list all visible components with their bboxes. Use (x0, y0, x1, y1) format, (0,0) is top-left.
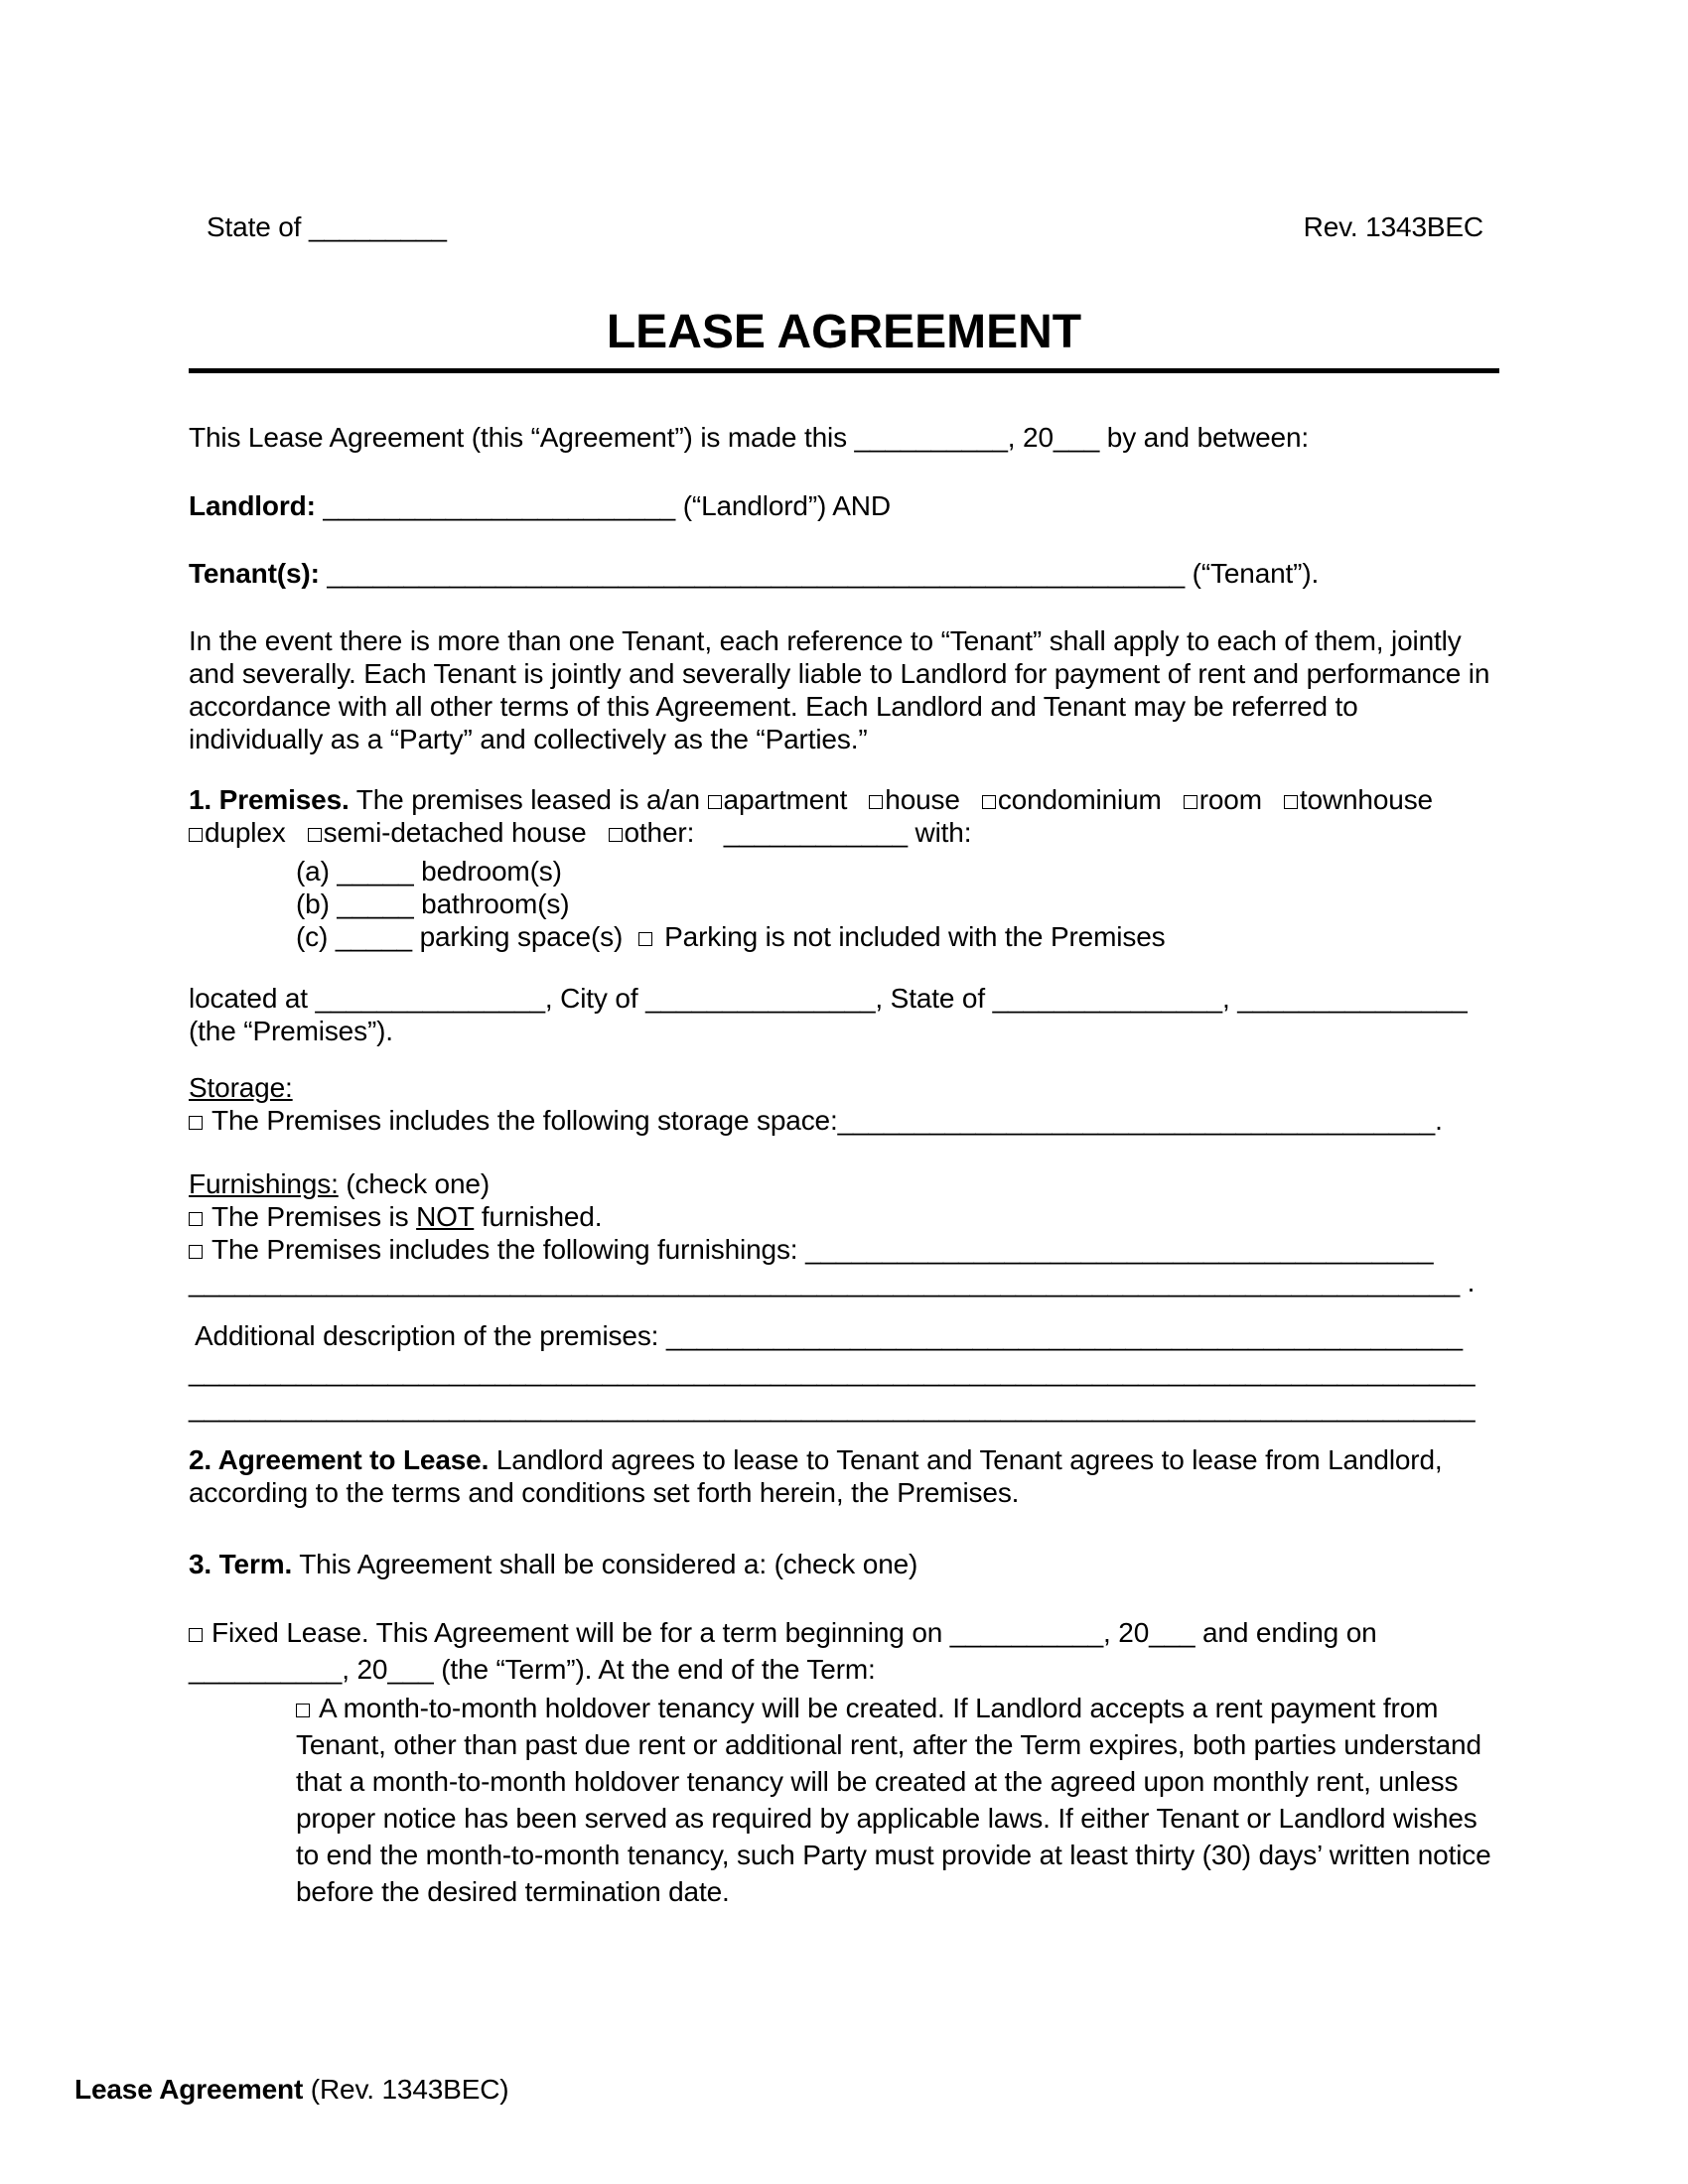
section-1-premises (189, 783, 1499, 849)
storage-blank: _______________________________________. (837, 1105, 1443, 1136)
checkbox-other[interactable] (609, 828, 623, 842)
footer-doc-name: Lease Agreement (74, 2074, 304, 2105)
furnishings-heading: Furnishings: (189, 1168, 339, 1199)
section-1-heading: 1. Premises. (189, 784, 350, 815)
checkbox-storage-space[interactable] (189, 1116, 203, 1130)
section-2-body: Landlord agrees to lease to Tenant and Tenant agrees to lease from Landlord, according to the terms and conditions set forth herein, the Premises. (189, 1444, 1443, 1508)
option-label-apartment: apartment (723, 784, 848, 815)
furnishings-check-one: (check one) (338, 1168, 490, 1199)
premises-option-apartment (708, 784, 848, 815)
additional-blank-1: ____________________________________________________ (665, 1320, 1463, 1351)
joint-liability-paragraph: In the event there is more than one Tenant, each reference to “Tenant” shall apply to each of them, jointly and severally. Each Tenant is jointly and severally liable to Landlord for payment of rent and performance in accordance with all other terms of this Agreement. Each Landlord and Tenant may be referred to individually as a “Party” and collectively as the “Parties.” (189, 625, 1490, 754)
section-3-heading: 3. Term. (189, 1549, 293, 1579)
tenant-line (189, 557, 1499, 590)
list-item-bathrooms: (b) _____ bathroom(s) (296, 888, 570, 919)
tenant-label: Tenant(s): (189, 558, 320, 589)
option-label-semi-detached: semi-detached house (323, 817, 587, 848)
checkbox-townhouse[interactable] (1284, 795, 1298, 809)
premises-option-duplex (189, 817, 286, 848)
section-2-heading: 2. Agreement to Lease. (189, 1444, 490, 1475)
checkbox-house[interactable] (869, 795, 883, 809)
checkbox-apartment[interactable] (708, 795, 722, 809)
blank-line: ____________________________________________________________________________________ (189, 1392, 1476, 1423)
option-label-room: room (1198, 784, 1262, 815)
option-label-duplex: duplex (205, 817, 286, 848)
option-label-condominium: condominium (997, 784, 1162, 815)
furnished-text: The Premises includes the following furnishings: (211, 1234, 806, 1265)
holdover-text: A month-to-month holdover tenancy will be created. If Landlord accepts a rent payment from Tenant, other than past due rent or additional rent, after the Term expires, both parties understand that a month-to-month holdover tenancy will be created at the agreed upon monthly rent, unless proper notice has been served as required by applicable laws. If either Tenant or Landlord wishes to end the month-to-month tenancy, such Party must provide at least thirty (30) days’ written notice before the desired termination date. (296, 1693, 1491, 1907)
checkbox-parking-not-included[interactable] (638, 932, 652, 946)
landlord-line (189, 489, 1499, 522)
title-divider (189, 368, 1499, 373)
other-blank-with: ____________ with: (716, 817, 972, 848)
furnishings-heading-line (189, 1167, 1499, 1200)
not-furnished-post: furnished. (474, 1201, 603, 1232)
footer-revision: (Rev. 1343BEC) (303, 2074, 509, 2105)
additional-description-line (189, 1318, 1499, 1354)
not-furnished-line (189, 1200, 1499, 1233)
option-label-house: house (885, 784, 960, 815)
option-label-townhouse: townhouse (1299, 784, 1433, 815)
state-of-line: State of _________ (207, 211, 447, 242)
parking-blank-text: (c) _____ parking space(s) (296, 921, 624, 952)
checkbox-not-furnished[interactable] (189, 1212, 203, 1226)
option-label-other: other: (624, 817, 695, 848)
checkbox-furnished[interactable] (189, 1245, 203, 1259)
furnishings-blank-continuation: ___________________________________________________________________________________ . (189, 1267, 1476, 1297)
furnished-line (189, 1233, 1499, 1266)
storage-option-text: The Premises includes the following storage space: (211, 1105, 838, 1136)
premises-option-condominium (982, 784, 1162, 815)
page-title: LEASE AGREEMENT (606, 306, 1082, 358)
furnishings-block (189, 1167, 1499, 1298)
checkbox-condominium[interactable] (982, 795, 996, 809)
blank-line: ____________________________________________________________________________________ (189, 1356, 1476, 1387)
section-2-agreement (189, 1443, 1499, 1509)
holdover-paragraph (189, 1690, 1499, 1910)
premises-detail-list (189, 855, 1499, 953)
checkbox-duplex[interactable] (189, 828, 203, 842)
tenant-blank: ________________________________________________________ (“Tenant”). (319, 558, 1320, 589)
intro-paragraph: This Lease Agreement (this “Agreement”) is made this __________, 20___ by and between: (189, 422, 1310, 453)
page-header (189, 210, 1499, 243)
located-at-paragraph: located at _______________, City of _______________, State of _______________, _______________ (the “Premises”). (189, 983, 1468, 1046)
premises-option-townhouse (1284, 784, 1433, 815)
not-furnished-pre: The Premises is (211, 1201, 417, 1232)
checkbox-room[interactable] (1184, 795, 1197, 809)
revision-label: Rev. 1343BEC (1303, 211, 1483, 242)
list-item-bedrooms: (a) _____ bedroom(s) (296, 856, 562, 887)
furnishings-blank: _________________________________________ (805, 1234, 1434, 1265)
premises-option-house (869, 784, 960, 815)
storage-block (189, 1071, 1499, 1137)
landlord-blank: _______________________ (“Landlord”) AND (315, 490, 891, 521)
section-3-body: This Agreement shall be considered a: (check one) (292, 1549, 918, 1579)
fixed-lease-paragraph (189, 1614, 1499, 1688)
landlord-label: Landlord: (189, 490, 316, 521)
checkbox-fixed-lease[interactable] (189, 1628, 203, 1642)
section-3-term (189, 1548, 1499, 1580)
page-footer (74, 2073, 508, 2106)
premises-option-other (609, 817, 695, 848)
not-word: NOT (416, 1201, 475, 1232)
list-item-parking (296, 920, 1499, 953)
fixed-lease-text: Fixed Lease. This Agreement will be for a term beginning on __________, 20___ and ending on __________, 20___ (the “Term”). At the end of the Term: (189, 1617, 1377, 1685)
storage-option-line (189, 1104, 1499, 1137)
parking-not-included-label: Parking is not included with the Premises (664, 921, 1166, 952)
storage-heading: Storage: (189, 1072, 293, 1103)
premises-option-semi-detached (308, 817, 587, 848)
checkbox-semi-detached[interactable] (308, 828, 322, 842)
additional-description-block (189, 1318, 1499, 1426)
checkbox-holdover-tenancy[interactable] (296, 1704, 310, 1717)
additional-description-label: Additional description of the premises: (195, 1320, 666, 1351)
premises-lead: The premises leased is a/an (349, 784, 708, 815)
premises-option-room (1184, 784, 1262, 815)
